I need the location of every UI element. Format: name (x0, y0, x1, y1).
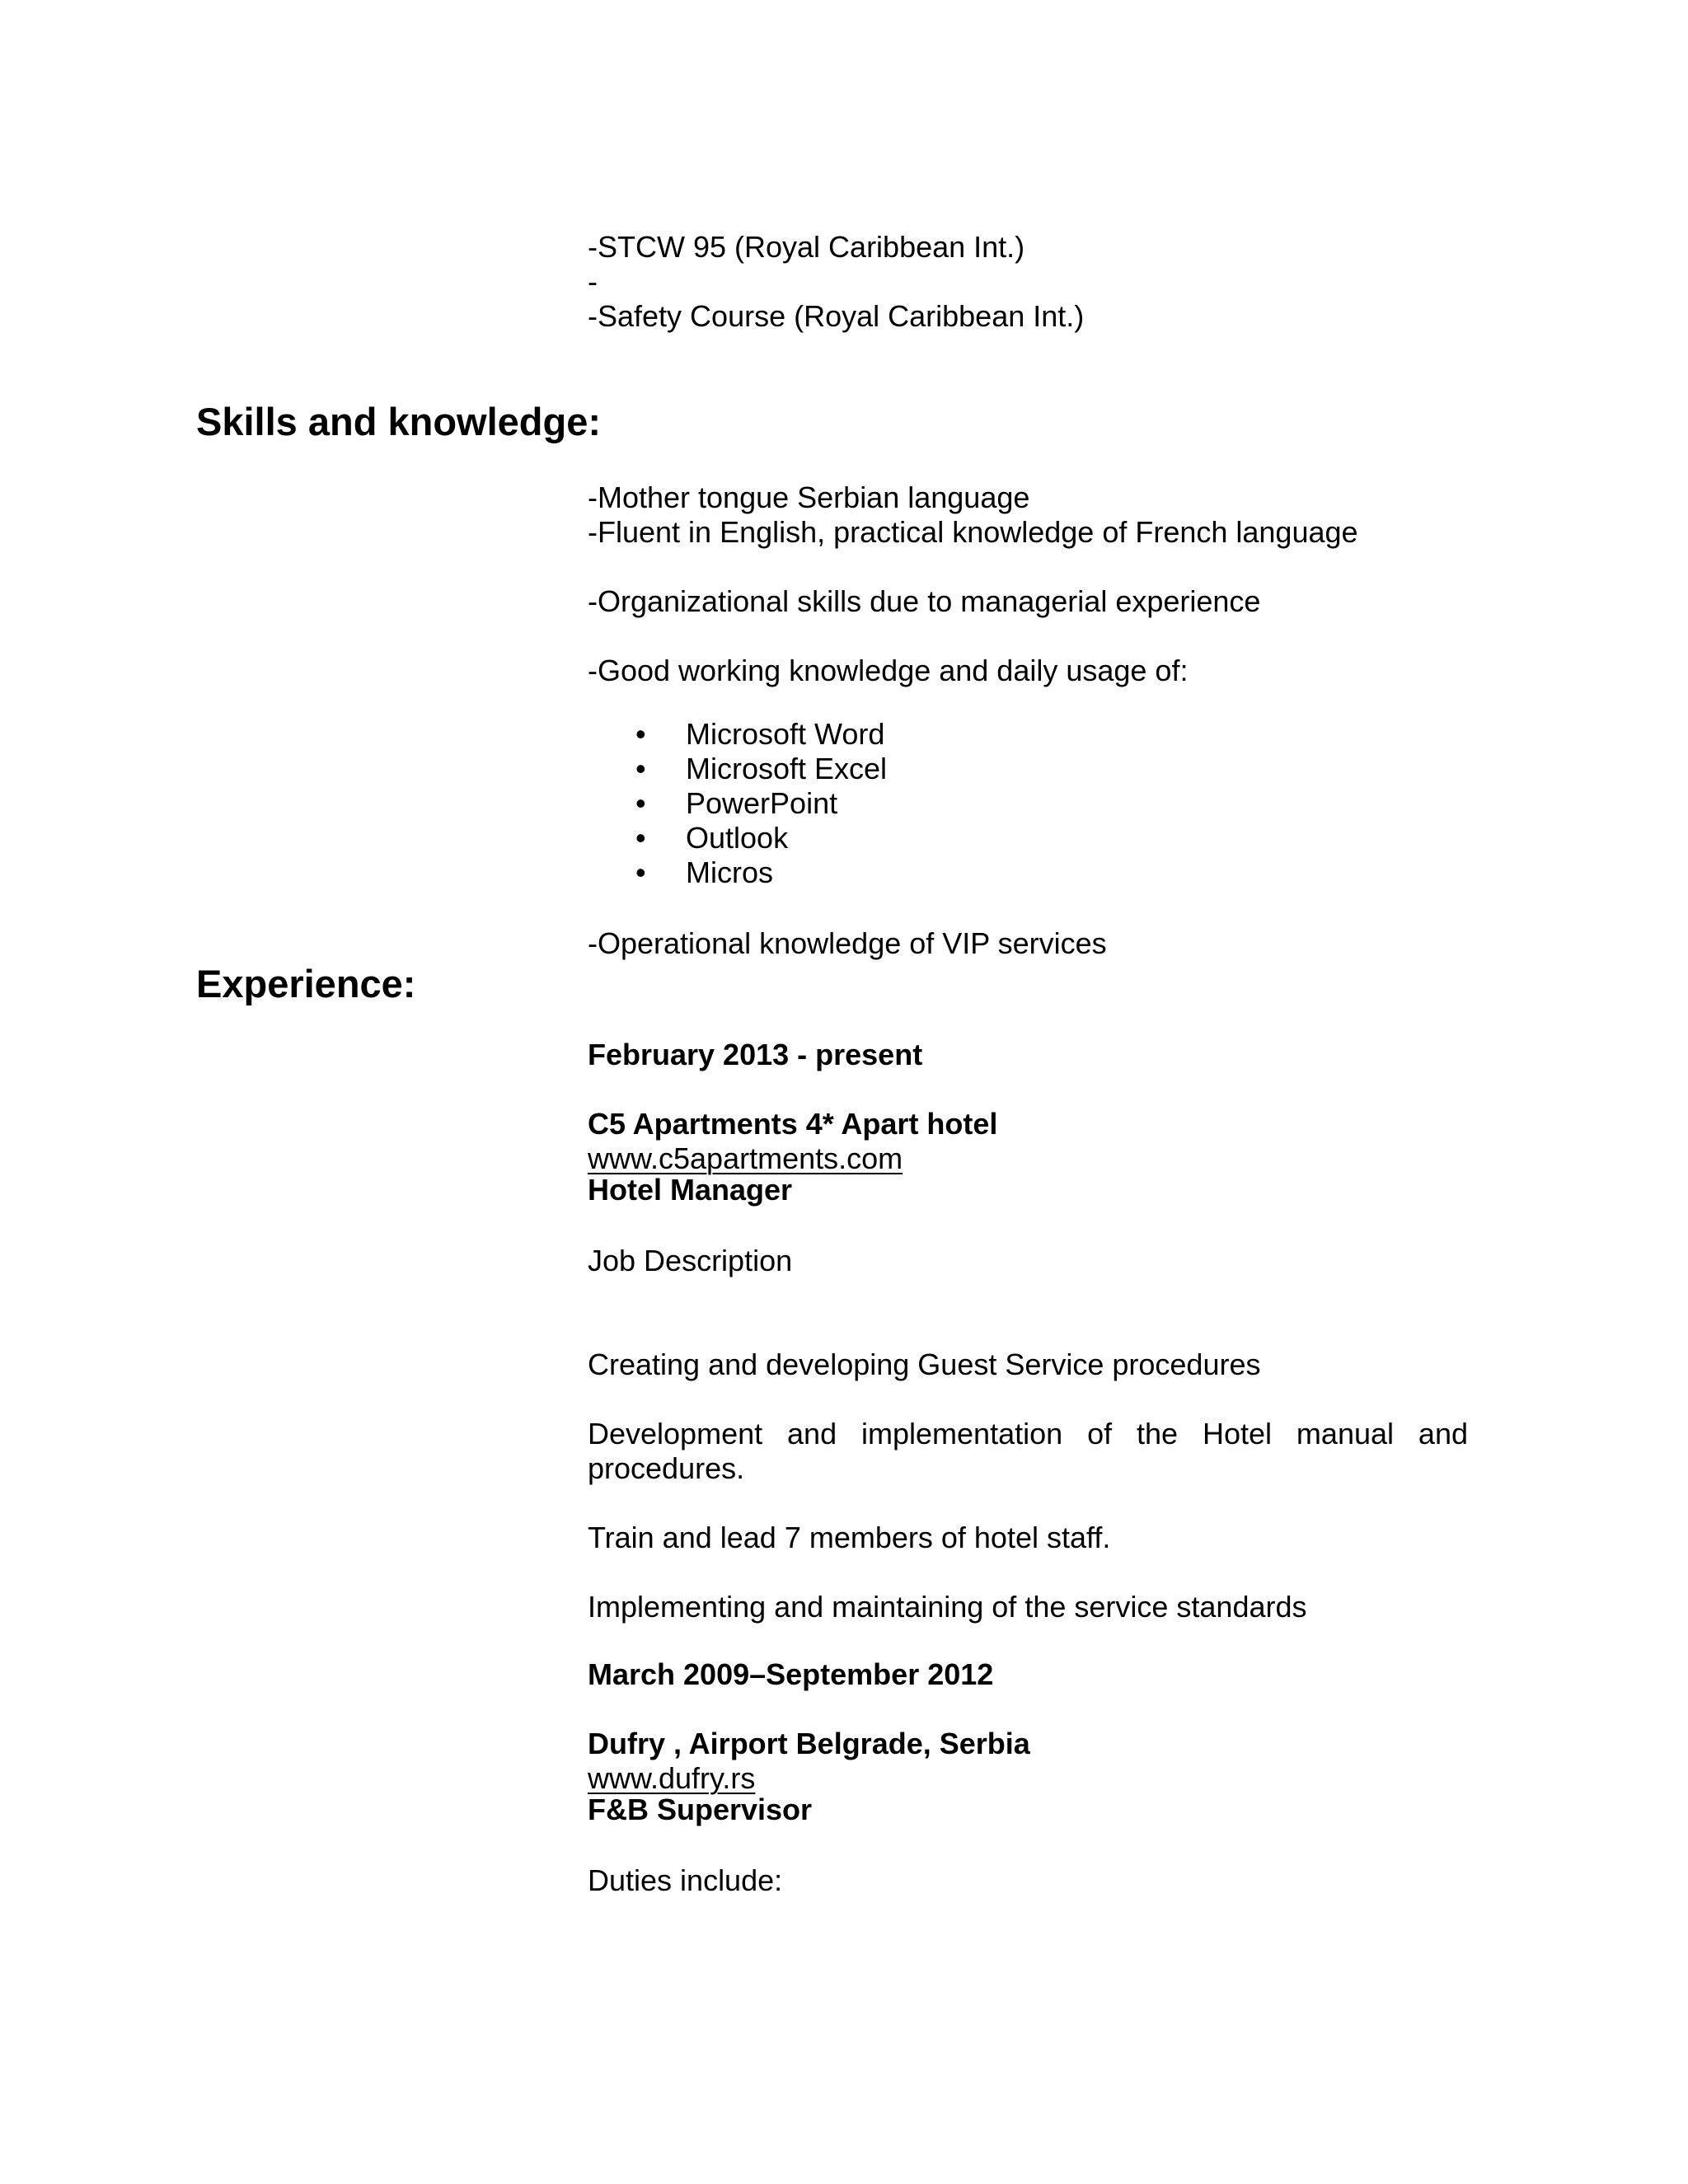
experience-heading: Experience: (196, 962, 416, 1005)
list-item (588, 717, 887, 752)
list-item (588, 786, 887, 821)
job-duty: Train and lead 7 members of hotel staff. (588, 1521, 1111, 1554)
training-safety-course: -Safety Course (Royal Caribbean Int.) (588, 299, 1085, 333)
skill-mother-tongue: -Mother tongue Serbian language (588, 480, 1030, 514)
job-period: March 2009–September 2012 (588, 1657, 994, 1691)
job-company: Dufry , Airport Belgrade, Serbia (588, 1727, 1030, 1760)
company-website-link[interactable]: www.c5apartments.com (588, 1141, 903, 1175)
list-item (588, 821, 887, 855)
job-duty: Implementing and maintaining of the service standards (588, 1590, 1307, 1624)
job-description-label: Job Description (588, 1244, 793, 1277)
job-description-label: Duties include: (588, 1863, 783, 1897)
job-title: F&B Supervisor (588, 1793, 813, 1826)
bullet-icon: • (635, 855, 646, 889)
bullet-icon: • (635, 752, 646, 785)
job-duty: Creating and developing Guest Service procedures (588, 1347, 1261, 1381)
software-item: Microsoft Word (686, 717, 885, 751)
bullet-icon: • (635, 786, 646, 820)
training-stcw: -STCW 95 (Royal Caribbean Int.) (588, 230, 1025, 264)
job-title: Hotel Manager (588, 1173, 793, 1207)
bullet-icon: • (635, 821, 646, 855)
list-item (588, 752, 887, 786)
skill-organizational: -Organizational skills due to managerial experience (588, 584, 1261, 618)
software-item: PowerPoint (686, 786, 838, 820)
skills-heading: Skills and knowledge: (196, 400, 601, 443)
software-item: Micros (686, 855, 773, 889)
list-item (588, 855, 887, 890)
skill-vip: -Operational knowledge of VIP services (588, 926, 1107, 960)
job-period: February 2013 - present (588, 1038, 923, 1071)
skill-languages: -Fluent in English, practical knowledge of French language (588, 515, 1358, 549)
software-item: Microsoft Excel (686, 752, 888, 785)
training-dash: - (588, 265, 598, 298)
software-item: Outlook (686, 821, 789, 855)
job-duty: Development and implementation of the Hotel manual and procedures. (588, 1417, 1468, 1485)
job-company: C5 Apartments 4* Apart hotel (588, 1107, 998, 1141)
software-list (588, 717, 887, 890)
bullet-icon: • (635, 717, 646, 751)
company-website-link[interactable]: www.dufry.rs (588, 1761, 756, 1795)
skill-software-intro: -Good working knowledge and daily usage of: (588, 654, 1189, 687)
